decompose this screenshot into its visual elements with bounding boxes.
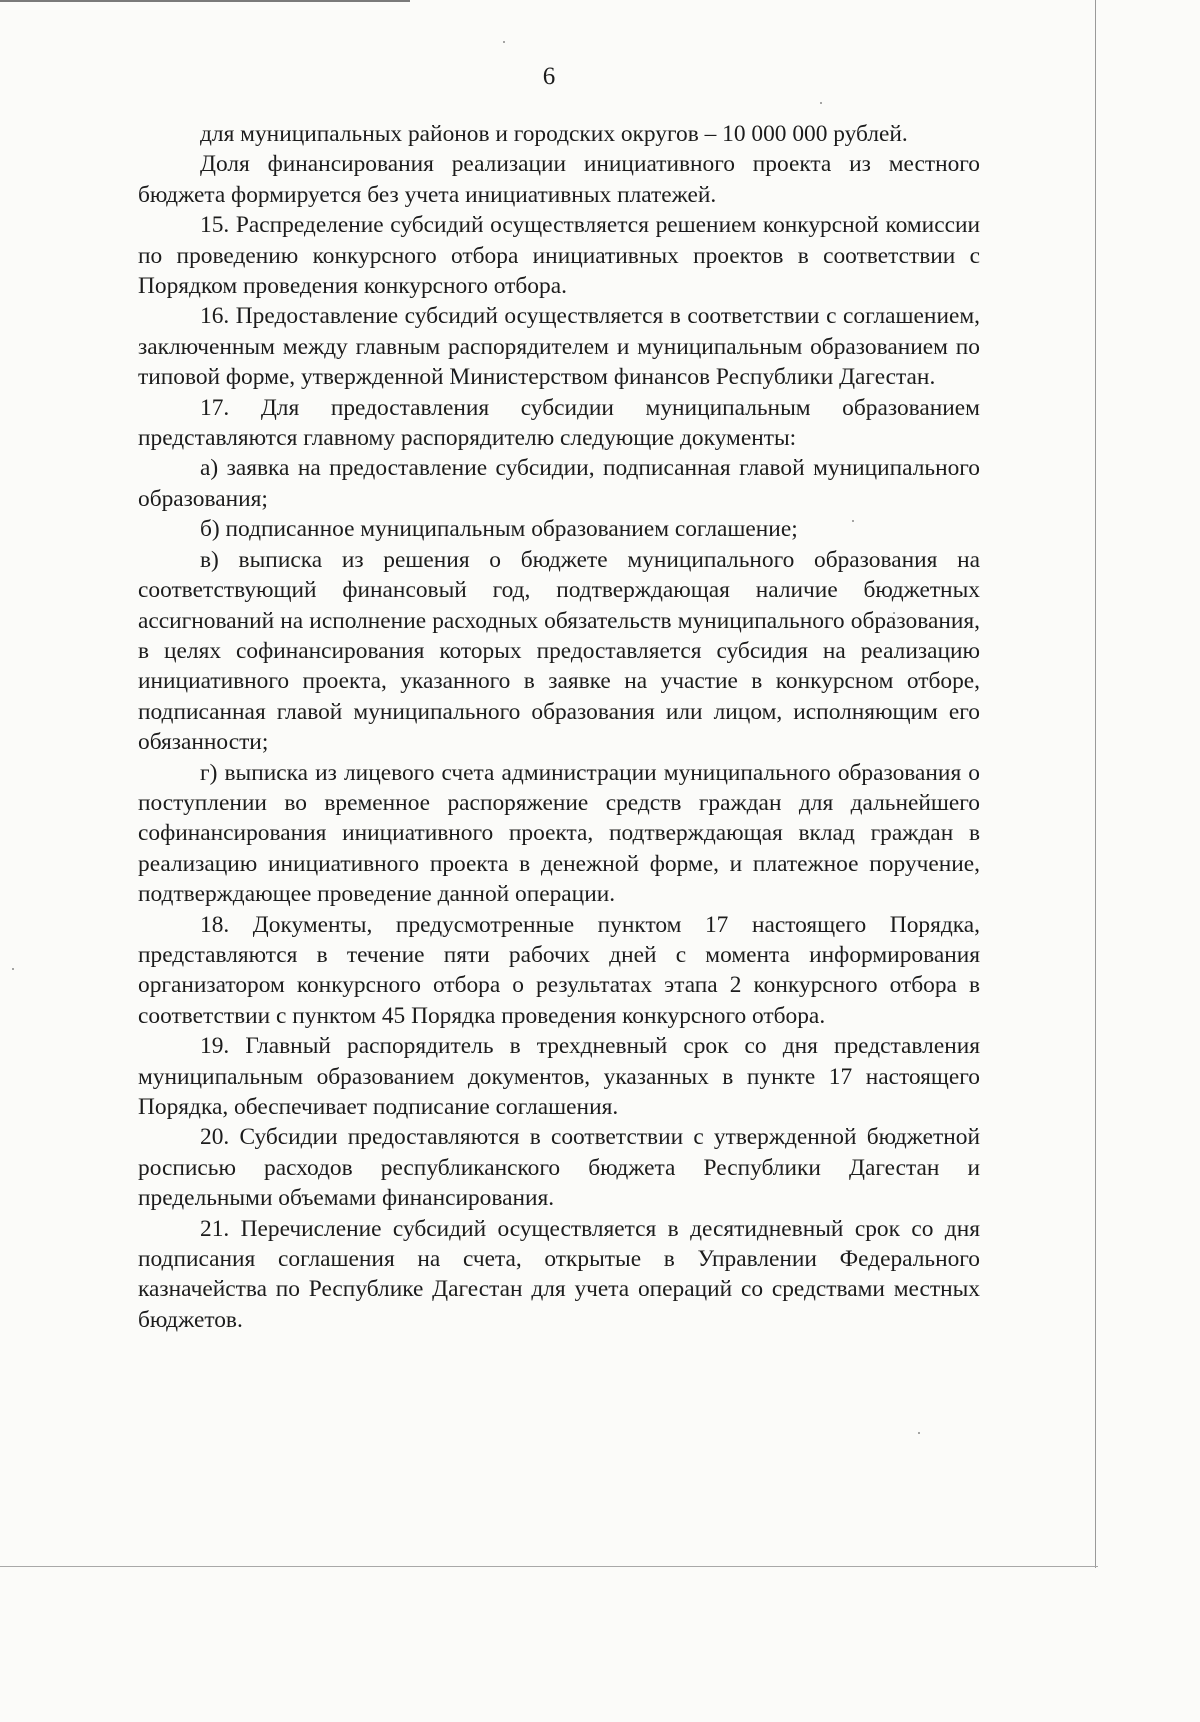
document-body — [138, 119, 980, 1335]
paragraph-16: 16. Предоставление субсидий осуществляется в соответствии с соглашением, заключенным между главным распорядителем и муниципальным образованием по типовой форме, утвержденной Министерством финансов Республики Дагестан. — [138, 303, 980, 391]
page-number: 6 — [542, 63, 556, 90]
paragraph-17-b: б) подписанное муниципальным образованием соглашение; — [200, 516, 798, 543]
scan-speck — [820, 102, 822, 104]
scan-edge-top — [0, 0, 410, 2]
scan-edge-right — [1095, 0, 1096, 1568]
paragraph-21: 21. Перечисление субсидий осуществляется в десятидневный срок со дня подписания соглашения на счета, открытые в Управлении Федерального казначейства по Республике Дагестан для учета операций со средствами местных бюджетов. — [138, 1215, 980, 1333]
paragraph-15: 15. Распределение субсидий осуществляется решением конкурсной комиссии по проведению конкурсного отбора инициативных проектов в соответствии с Порядком проведения конкурсного отбора. — [138, 212, 980, 300]
paragraph-17: 17. Для предоставления субсидии муниципальным образованием представляются главному распорядителю следующие документы: — [138, 394, 980, 452]
paragraph-financing-share: Доля финансирования реализации инициативного проекта из местного бюджета формируется без учета инициативных платежей. — [138, 151, 980, 208]
paragraph-17-g: г) выписка из лицевого счета администрации муниципального образования о поступлении во временное распоряжение средств граждан для дальнейшего софинансирования инициативного проекта, подтверждающая вклад граждан в реализацию инициативного проекта в денежной форме, и платежное поручение, подтверждающее проведение данной операции. — [138, 759, 980, 908]
scan-speck — [12, 968, 14, 970]
scan-edge-bottom — [0, 1566, 1098, 1567]
scan-speck — [503, 41, 505, 43]
scan-speck — [918, 1432, 920, 1434]
paragraph-14-continuation: для муниципальных районов и городских округов – 10 000 000 рублей. — [200, 121, 908, 147]
paragraph-17-a: а) заявка на предоставление субсидии, подписанная главой муниципального образования; — [138, 455, 980, 512]
paragraph-19: 19. Главный распорядитель в трехдневный срок со дня представления муниципальным образованием документов, указанных в пункте 17 настоящего Порядка, обеспечивает подписание соглашения. — [138, 1033, 980, 1120]
paragraph-20: 20. Субсидии предоставляются в соответствии с утвержденной бюджетной росписью расходов республиканского бюджета Республики Дагестан и предельными объемами финансирования. — [138, 1124, 980, 1212]
paragraph-18: 18. Документы, предусмотренные пунктом 17 настоящего Порядка, представляются в течение пяти рабочих дней с момента информирования организатором конкурсного отбора о результатах этапа 2 конкурсного отбора в соответствии с пунктом 45 Порядка проведения конкурсного отбора. — [138, 911, 980, 1029]
paragraph-17-v: в) выписка из решения о бюджете муниципального образования на соответствующий финансовый год, подтверждающая наличие бюджетных ассигнований на исполнение расходных обязательств муниципального образования, в целях софинансирования которых предоставляется субсидия на реализацию инициативного проекта, указанного в заявке на участие в конкурсном отборе, подписанная главой муниципального образования или лицом, исполняющим его обязанности; — [138, 546, 980, 756]
